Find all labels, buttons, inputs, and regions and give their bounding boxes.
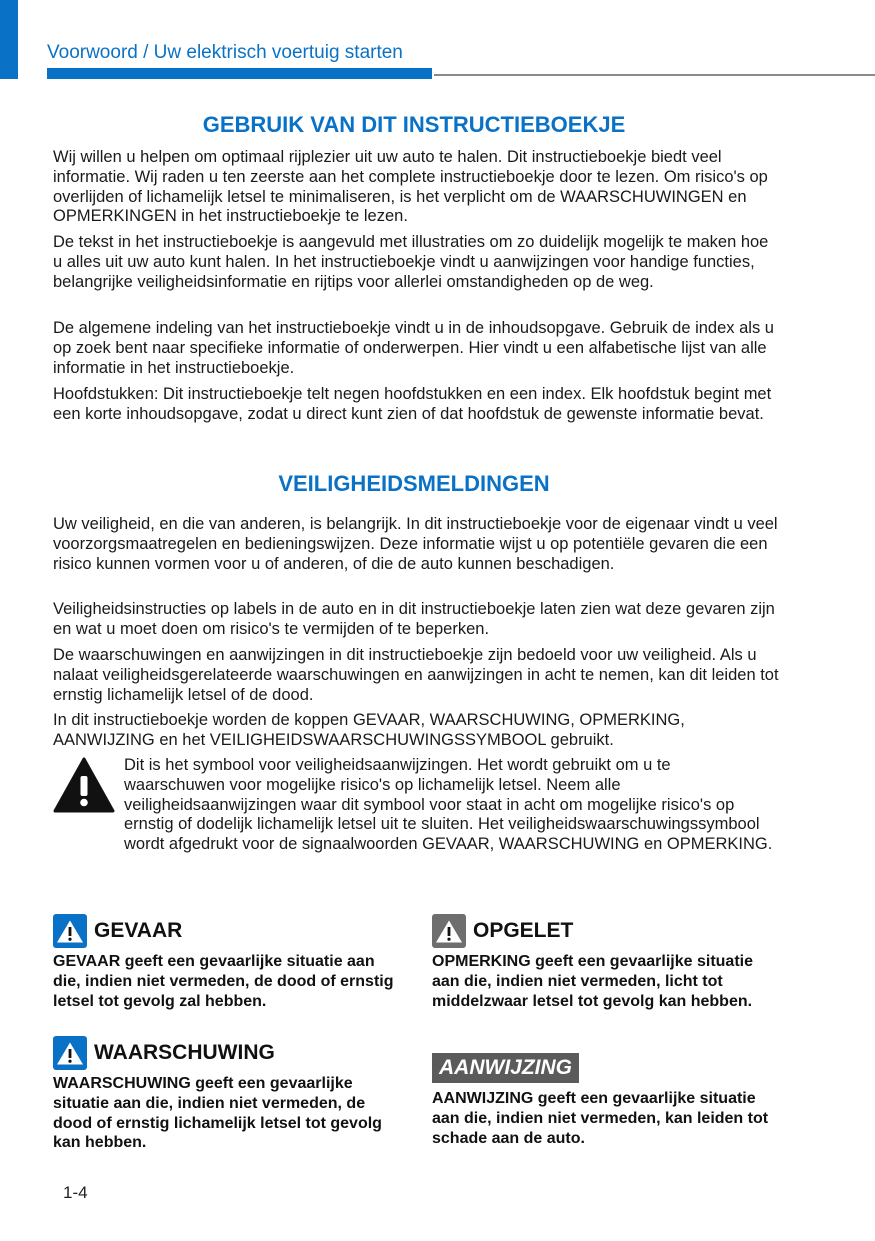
safety-symbol-text: Dit is het symbool voor veiligheidsaanwijzingen. Het wordt gebruikt om u te waarschuwen voor mogelijke risico's op lichamelijk letsel. Neem alle veiligheidsaanwijzingen waar dit symbool voor staat in acht om mogelijke risico's op ernstig of dodelijk lichamelijk letsel uit te sluiten. Het veiligheidswaarschuwingssymbool wordt afgedrukt voor de signaalwoorden GEVAAR, WAARSCHUWING en OPMERKING. — [124, 756, 773, 854]
signal-notice — [432, 1053, 777, 1148]
warning-triangle-icon — [432, 914, 466, 948]
paragraph: In dit instructieboekje worden de koppen GEVAAR, WAARSCHUWING, OPMERKING, AANWIJZING en het VEILIGHEIDSWAARSCHUWINGSSYMBOOL gebruikt. — [53, 711, 685, 749]
signal-caution-text: OPMERKING geeft een gevaarlijke situatie aan die, indien niet vermeden, licht tot middelzwaar letsel tot gevolg kan hebben. — [432, 953, 753, 1010]
paragraph: Wij willen u helpen om optimaal rijplezier uit uw auto te halen. Dit instructieboekje biedt veel informatie. Wij raden u ten zeerste aan het complete instructieboekje door te lezen. Om risico's op overlijden of lichamelijk letsel te minimaliseren, is het verplicht om de WAARSCHUWINGEN en OPMERKINGEN in het instructieboekje te lezen. — [53, 148, 768, 226]
signal-warning-text: WAARSCHUWING geeft een gevaarlijke situatie aan die, indien niet vermeden, de dood of ernstig lichamelijk letsel tot gevolg kan hebben. — [53, 1075, 382, 1152]
header-rule — [434, 74, 875, 76]
section-heading-manual: GEBRUIK VAN DIT INSTRUCTIEBOEKJE — [202, 112, 626, 137]
signal-danger-title: GEVAAR — [94, 919, 183, 942]
section-heading-safety: VEILIGHEIDSMELDINGEN — [278, 471, 550, 496]
page-number: 1-4 — [63, 1183, 88, 1202]
header-title: Voorwoord / Uw elektrisch voertuig starten — [47, 42, 403, 63]
paragraph: Hoofdstukken: Dit instructieboekje telt negen hoofdstukken en een index. Elk hoofdstuk begint met een korte inhoudsopgave, zodat u direct kunt zien of dat hoofdstuk de gewenste informatie bevat. — [53, 385, 772, 423]
signal-danger-text: GEVAAR geeft een gevaarlijke situatie aan die, indien niet vermeden, de dood of ernstig letsel tot gevolg zal hebben. — [53, 953, 394, 1010]
signal-danger — [53, 914, 398, 1011]
header-rule-accent — [47, 68, 432, 79]
warning-triangle-icon — [53, 914, 87, 948]
paragraph: De algemene indeling van het instructieboekje vindt u in de inhoudsopgave. Gebruik de index als u op zoek bent naar specifieke informatie of onderwerpen. Hier vindt u een alfabetische lijst van alle informatie in het instructieboekje. — [53, 319, 774, 377]
paragraph: De tekst in het instructieboekje is aangevuld met illustraties om zo duidelijk mogelijk te maken hoe u alles uit uw auto kunt halen. In het instructieboekje vindt u aanwijzingen voor handige functies, belangrijke veiligheidsinformatie en rijtips voor allerlei omstandigheden op de weg. — [53, 233, 769, 291]
header-edge-bar — [0, 0, 18, 79]
signal-caution-title: OPGELET — [473, 919, 574, 942]
signal-notice-text: AANWIJZING geeft een gevaarlijke situatie aan die, indien niet vermeden, kan leiden tot schade aan de auto. — [432, 1090, 769, 1147]
paragraph: De waarschuwingen en aanwijzingen in dit instructieboekje zijn bedoeld voor uw veiligheid. Als u nalaat veiligheidsgerelateerde waarschuwingen en aanwijzingen in acht te nemen, kan dit leiden tot ernstig lichamelijk letsel of de dood. — [53, 646, 779, 704]
paragraph: Veiligheidsinstructies op labels in de auto en in dit instructieboekje laten zien wat deze gevaren zijn en wat u moet doen om risico's te vermijden of te beperken. — [53, 600, 775, 638]
warning-triangle-icon — [53, 1036, 87, 1070]
signal-caution — [432, 914, 777, 1011]
paragraph: Uw veiligheid, en die van anderen, is belangrijk. In dit instructieboekje voor de eigenaar vindt u veel voorzorgsmaatregelen en bedieningswijzen. Deze informatie wijst u op potentiële gevaren die een risico kunnen vormen voor u of anderen, of die de auto kunnen beschadigen. — [53, 515, 778, 573]
signal-warning — [53, 1036, 398, 1153]
signal-notice-title: AANWIJZING — [432, 1053, 579, 1083]
signal-warning-title: WAARSCHUWING — [94, 1041, 275, 1064]
warning-triangle-icon — [53, 756, 115, 814]
